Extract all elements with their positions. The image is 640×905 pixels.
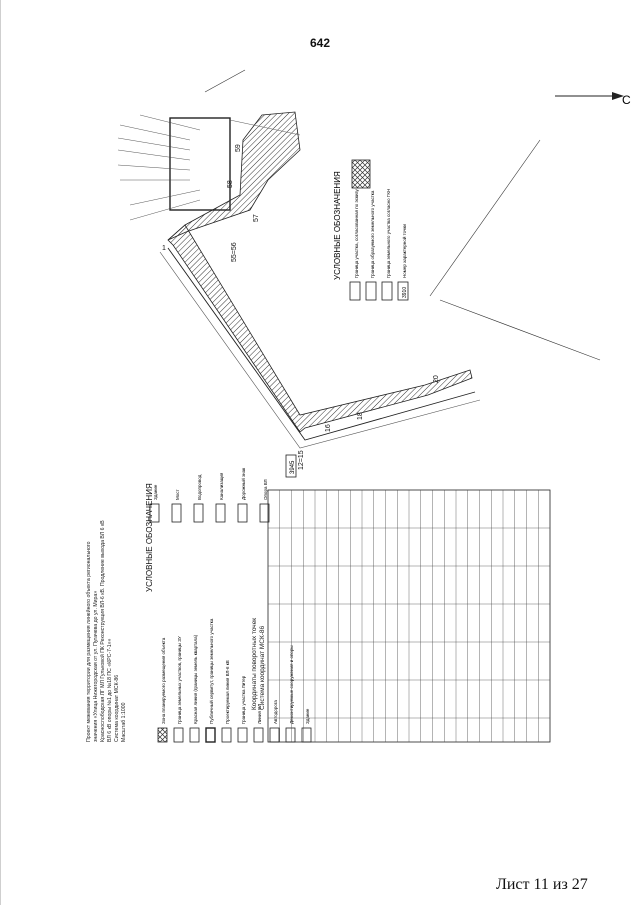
title-line-6: Масштаб 1:1000 — [121, 702, 127, 742]
label-point-57: 57 — [253, 214, 260, 222]
legend-left-item-3: Публичный сервитут, границы земельного участка — [209, 618, 214, 724]
label-point-58: 58 — [227, 180, 234, 188]
legend-left-item-9: Здание — [305, 708, 310, 724]
legend-left-item-5: Граница участка Литер — [241, 675, 246, 724]
legend-mid — [150, 468, 269, 522]
legend-left-item-4: Проектируемая линия ВЛ-6 кВ — [225, 660, 230, 724]
legend-right-swatch — [352, 160, 370, 188]
title-line-5: Система координат МСК-86 — [114, 674, 120, 742]
map-box-label-1: 3945 — [290, 460, 296, 474]
legend-right — [333, 171, 408, 300]
legend-left-heading: УСЛОВНЫЕ ОБОЗНАЧЕНИЯ — [145, 483, 154, 592]
legend-mid-item-3: Канализация — [219, 472, 224, 500]
sheet-label: Лист 11 из 27 — [496, 876, 588, 893]
planned-zone — [160, 70, 600, 448]
label-point-18: 18 — [357, 412, 364, 420]
label-point-59: 59 — [235, 144, 242, 152]
legend-left-item-7: Автодорога — [273, 700, 278, 724]
legend-right-item-0: Граница участка, согласованная по эскизу — [354, 189, 359, 278]
north-label: С — [622, 93, 631, 107]
title-line-1: Проект межевания территории для размещения линейного объекта регионального — [86, 541, 92, 742]
title-line-2: значения «Улица Нижегородская от ул. Пугачева до ул. Мира» — [93, 590, 99, 742]
legend-right-item-1: Граница образуемого земельного участка — [370, 190, 375, 278]
legend-mid-item-4: Дорожный знак — [241, 467, 246, 500]
legend-mid-item-2: Водопровод — [197, 474, 202, 500]
legend-right-heading: УСЛОВНЫЕ ОБОЗНАЧЕНИЯ — [333, 171, 342, 280]
legend-right-item-3: Номер характерной точки — [402, 224, 407, 278]
label-point-16: 16 — [325, 424, 332, 432]
page-number: 642 — [309, 36, 331, 50]
building-outline — [170, 118, 230, 210]
legend-left-item-6: Линия ВЛ — [257, 703, 262, 724]
legend-left — [145, 483, 311, 742]
label-point-20: 20 — [433, 375, 440, 383]
legend-left-item-8: Демонтируемые сооружения и опоры — [289, 645, 294, 724]
legend-mid-item-0: Здание — [153, 484, 158, 500]
coordinate-table — [251, 490, 550, 742]
legend-left-item-2: Красная линия (границы земель квартала) — [193, 634, 198, 724]
legend-left-item-0: Зона планируемого размещения объекта — [161, 637, 166, 724]
legend-right-box: 3910 — [402, 286, 408, 298]
title-block — [85, 520, 127, 742]
label-point-1: 1 — [162, 245, 166, 252]
coord-table-subheading: Система координат МСК-86 — [259, 625, 266, 710]
legend-left-item-1: Граница земельных участков, границы ЗУ — [177, 636, 182, 724]
north-arrow-icon — [555, 92, 624, 100]
legend-right-item-2: Граница земельного участка согласно ГКН — [386, 188, 391, 278]
label-point-12: 12=15 — [298, 450, 305, 470]
title-line-3: Краснослободская ЛГ МЛ Гульковой ПК Реконструкция ВЛ-6 кВ. Продление выхода ВЛ 6 кВ — [100, 520, 106, 742]
dimension-lines — [118, 115, 200, 220]
legend-mid-item-1: Мост — [175, 489, 180, 500]
legend-mid-item-5: Опора ВЛ — [263, 479, 268, 500]
coord-table-heading: Координаты поворотных точек — [251, 617, 258, 710]
label-point-55: 55=56 — [231, 242, 238, 262]
title-line-4: ВЛ 6 кВ опоры №1 до №18 ПС «КРС-7-1»» — [107, 638, 113, 742]
